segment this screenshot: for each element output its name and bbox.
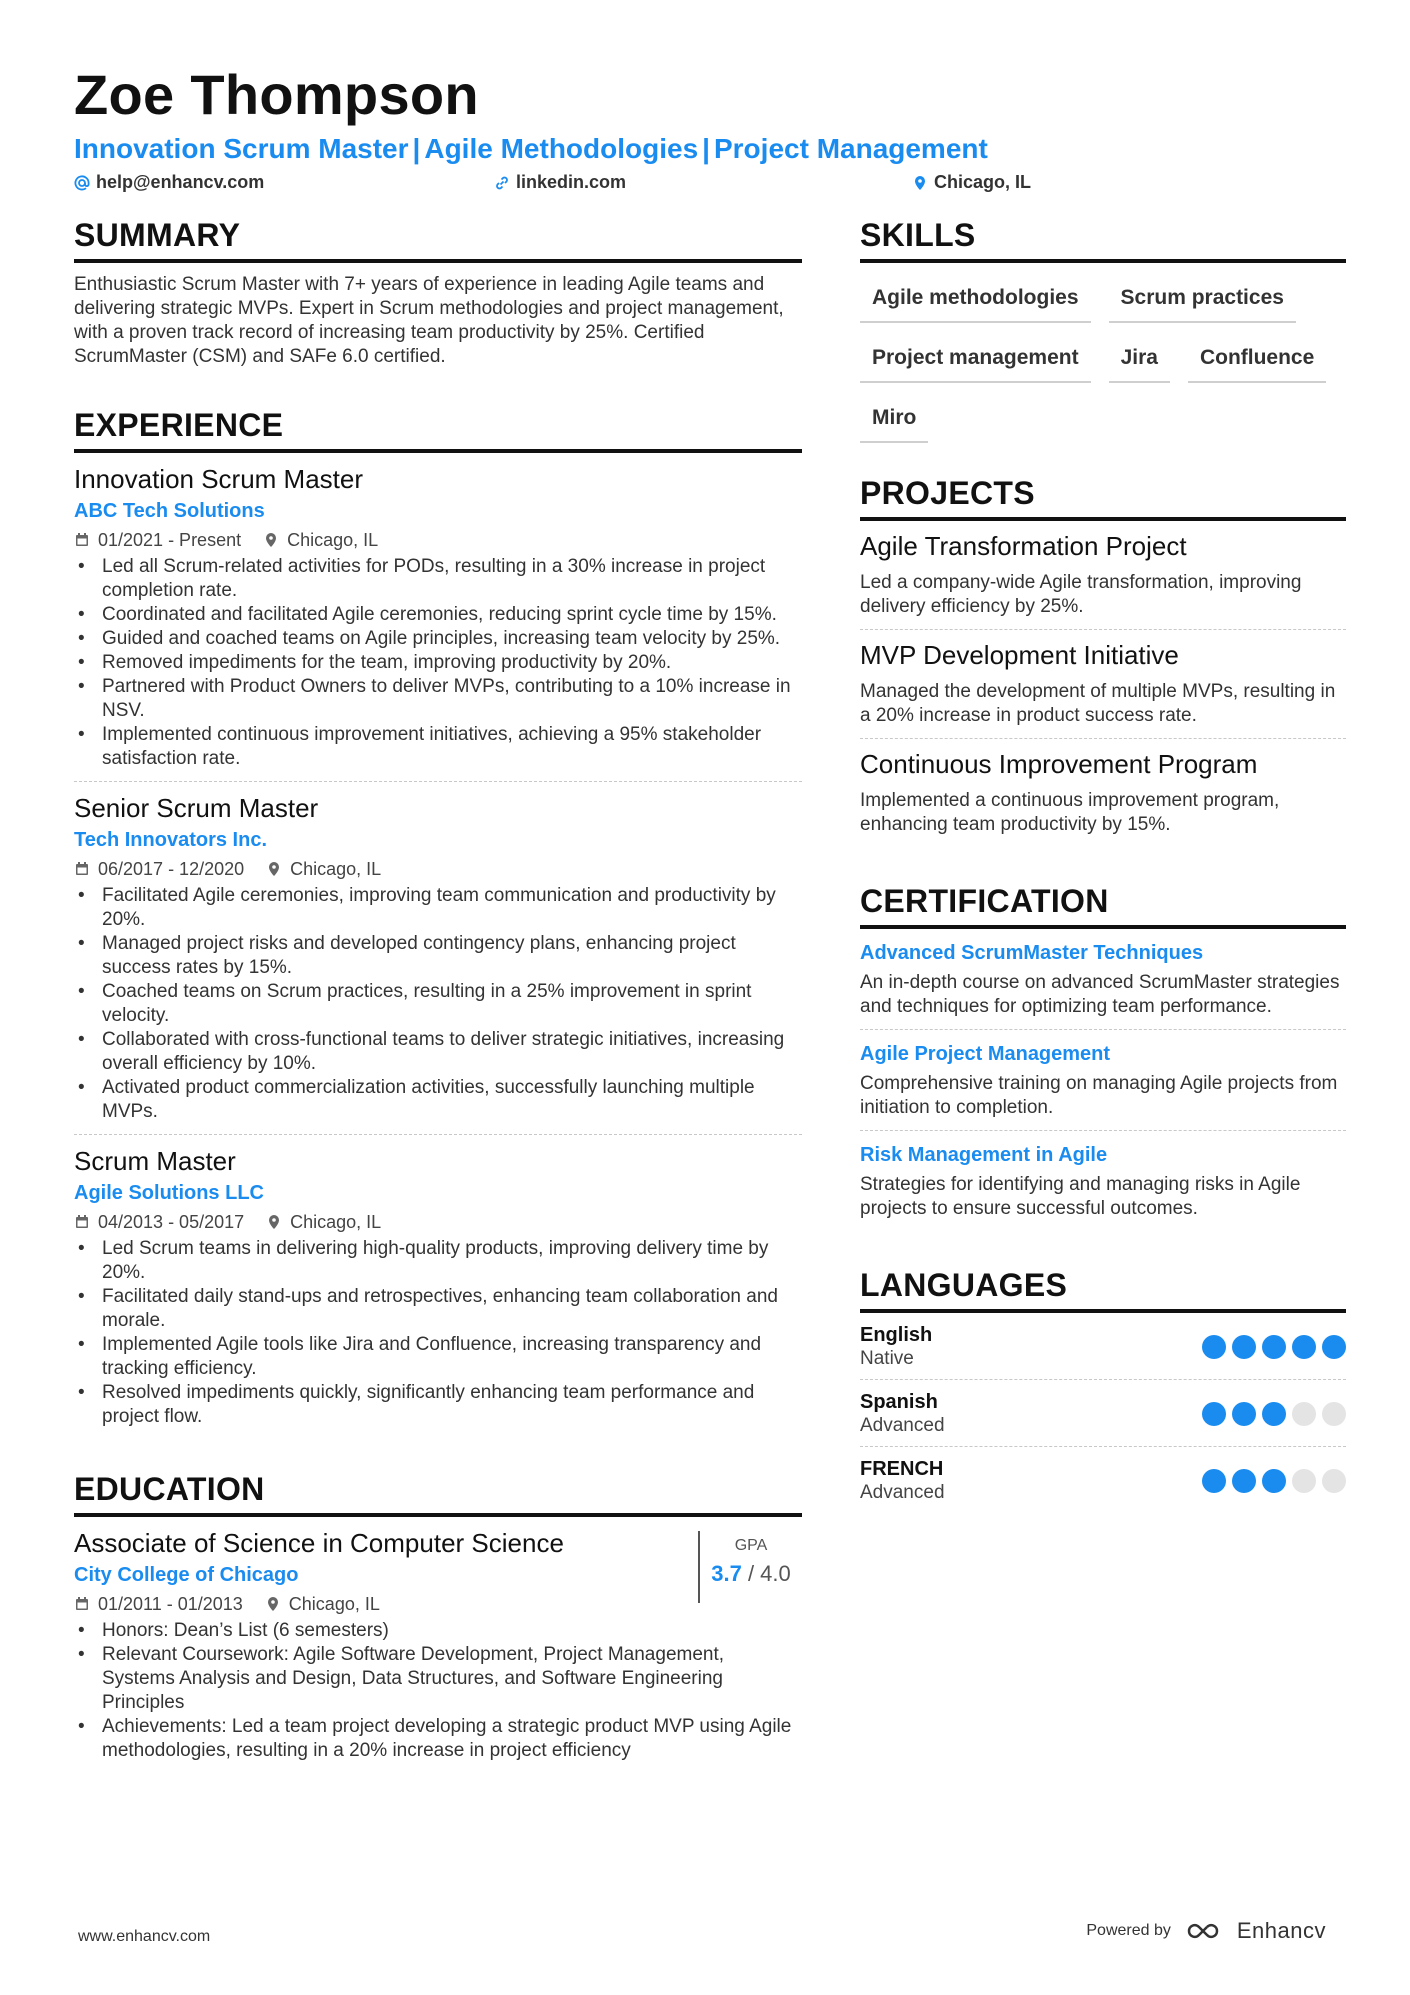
summary-section [74,215,802,369]
proficiency-dot-filled [1202,1469,1226,1493]
map-pin-icon [265,1596,281,1612]
bullet-item: • Implemented continuous improvement initiatives, achieving a 95% stakeholder satisfaction rate. [74,723,802,771]
headline-separator: | [702,133,710,164]
bullet-item: • Coordinated and facilitated Agile ceremonies, reducing sprint cycle time by 15%. [74,603,802,627]
bullet-item: • Led Scrum teams in delivering high-quality products, improving delivery time by 20%. [74,1237,802,1285]
skill-tag: Agile methodologies [860,277,1091,323]
certification-entry [860,1131,1346,1231]
language-entry [860,1380,1346,1447]
bullet-item: • Collaborated with cross-functional teams to deliver strategic initiatives, increasing overall efficiency by 10%. [74,1028,802,1076]
headline-focus: Project Management [713,133,988,164]
job-location: Chicago, IL [290,1212,382,1232]
bullet-item: • Partnered with Product Owners to deliver MVPs, contributing to a 10% increase in NSV. [74,675,802,723]
certification-description: Strategies for identifying and managing risks in Agile projects to ensure successful outcomes. [860,1174,1301,1219]
proficiency-dot-empty [1292,1469,1316,1493]
proficiency-dots [1202,1335,1346,1359]
proficiency-dot-empty [1292,1402,1316,1426]
gpa-box [698,1531,802,1603]
job-location: Chicago, IL [287,530,379,550]
job-title: Innovation Scrum Master [74,464,364,494]
candidate-name: Zoe Thompson [74,63,479,126]
proficiency-dot-filled [1262,1402,1286,1426]
right-column [860,215,1346,1549]
job-bullets [74,555,802,771]
job-dates: 04/2013 - 05/2017 [98,1212,245,1232]
proficiency-dot-filled [1202,1402,1226,1426]
link-icon [494,175,510,191]
proficiency-dot-filled [1232,1335,1256,1359]
language-level: Native [860,1348,914,1369]
education-bullets [74,1619,802,1763]
bullet-item: • Facilitated daily stand-ups and retrospectives, enhancing team collaboration and morale. [74,1285,802,1333]
skill-tag: Jira [1109,337,1170,383]
project-description: Managed the development of multiple MVPs, resulting in a 20% increase in product success rate. [860,681,1336,726]
calendar-icon [74,861,90,877]
certification-title: Risk Management in Agile [860,1144,1108,1166]
section-title: SUMMARY [74,215,802,263]
job-entry [74,1135,802,1439]
degree-title: Associate of Science in Computer Science [74,1528,564,1558]
project-title: Continuous Improvement Program [860,749,1258,779]
certification-entry [860,929,1346,1030]
proficiency-dot-filled [1322,1335,1346,1359]
bullet-item: • Coached teams on Scrum practices, resulting in a 25% improvement in sprint velocity. [74,980,802,1028]
job-bullets [74,1237,802,1429]
job-bullets [74,884,802,1124]
location-text: Chicago, IL [934,172,1032,192]
language-name: English [860,1324,933,1346]
headline-skill: Agile Methodologies [424,133,699,164]
section-title: EXPERIENCE [74,405,802,453]
proficiency-dot-filled [1262,1335,1286,1359]
job-dates: 06/2017 - 12/2020 [98,859,245,879]
headline-role: Innovation Scrum Master [74,133,409,164]
bullet-item: • Activated product commercialization activities, successfully launching multiple MVPs. [74,1076,802,1124]
left-column [74,215,802,1799]
calendar-icon [74,1214,90,1230]
powered-by-text: Powered by [1086,1922,1171,1939]
headline [74,130,1344,168]
job-entry [74,782,802,1135]
job-meta [74,856,802,882]
skills-list [860,277,1346,443]
project-entry [860,521,1346,630]
language-level: Advanced [860,1415,945,1436]
education-section [74,1469,802,1763]
contact-linkedin[interactable] [494,172,626,193]
company-name: ABC Tech Solutions [74,500,265,522]
bullet-item: • Facilitated Agile ceremonies, improving team communication and productivity by 20%. [74,884,802,932]
at-icon [74,175,90,191]
job-meta [74,1209,802,1235]
job-location: Chicago, IL [290,859,382,879]
section-title: PROJECTS [860,473,1346,521]
calendar-icon [74,532,90,548]
project-entry [860,630,1346,739]
gpa-value: 3.7 / 4.0 [711,1561,791,1586]
education-dates: 01/2011 - 01/2013 [98,1594,243,1614]
map-pin-icon [266,861,282,877]
language-name: Spanish [860,1391,938,1413]
bullet-item: • Implemented Agile tools like Jira and Confluence, increasing transparency and tracking efficiency. [74,1333,802,1381]
job-title: Senior Scrum Master [74,793,319,823]
job-dates: 01/2021 - Present [98,530,242,550]
school-name: City College of Chicago [74,1564,299,1586]
job-entry [74,453,802,782]
proficiency-dot-filled [1262,1469,1286,1493]
bullet-item: • Relevant Coursework: Agile Software Development, Project Management, Systems Analysis and Design, Data Structures, and Software Engineering Principles [74,1643,802,1715]
map-pin-icon [912,175,928,191]
skill-tag: Scrum practices [1109,277,1296,323]
proficiency-dot-filled [1292,1335,1316,1359]
skill-tag: Miro [860,397,928,443]
language-entry [860,1447,1346,1513]
skill-tag: Confluence [1188,337,1326,383]
gpa-score: 3.7 [711,1561,742,1586]
footer-website[interactable]: www.enhancv.com [78,1928,211,1945]
certification-description: Comprehensive training on managing Agile projects from initiation to completion. [860,1073,1338,1118]
certification-title: Advanced ScrumMaster Techniques [860,942,1204,964]
education-meta [74,1591,802,1617]
footer-branding [1086,1918,1326,1944]
bullet-item: • Guided and coached teams on Agile principles, increasing team velocity by 25%. [74,627,802,651]
contact-row [74,170,1344,198]
proficiency-dot-empty [1322,1469,1346,1493]
proficiency-dot-filled [1232,1402,1256,1426]
bullet-item: • Resolved impediments quickly, significantly enhancing team performance and project flow. [74,1381,802,1429]
section-title: EDUCATION [74,1469,802,1517]
bullet-item: • Led all Scrum-related activities for PODs, resulting in a 30% increase in project completion rate. [74,555,802,603]
proficiency-dot-empty [1322,1402,1346,1426]
gpa-label: GPA [734,1537,768,1554]
job-meta [74,527,802,553]
certification-section [860,881,1346,1231]
skill-tag: Project management [860,337,1091,383]
education-location: Chicago, IL [288,1594,380,1614]
brand-name: Enhancv [1236,1918,1326,1943]
language-entry [860,1313,1346,1380]
resume-header [74,62,1344,198]
experience-section [74,405,802,1439]
calendar-icon [74,1596,90,1612]
bullet-item: • Achievements: Led a team project developing a strategic product MVP using Agile methodologies, resulting in a 20% increase in project efficiency [74,1715,802,1763]
company-name: Agile Solutions LLC [74,1182,264,1204]
proficiency-dots [1202,1402,1346,1426]
project-description: Implemented a continuous improvement program, enhancing team productivity by 15%. [860,790,1280,835]
certification-description: An in-depth course on advanced ScrumMaster strategies and techniques for optimizing team performance. [860,972,1340,1017]
company-name: Tech Innovators Inc. [74,829,267,851]
bullet-item: • Removed impediments for the team, improving productivity by 20%. [74,651,802,675]
contact-email[interactable] [74,172,264,193]
section-title: CERTIFICATION [860,881,1346,929]
proficiency-dot-filled [1202,1335,1226,1359]
project-title: Agile Transformation Project [860,531,1187,561]
section-title: SKILLS [860,215,1346,263]
job-title: Scrum Master [74,1146,236,1176]
map-pin-icon [263,532,279,548]
brand-logo[interactable] [1185,1918,1326,1944]
linkedin-text: linkedin.com [516,172,627,192]
certification-title: Agile Project Management [860,1043,1111,1065]
language-level: Advanced [860,1482,945,1503]
headline-separator: | [412,133,421,164]
gpa-max: 4.0 [760,1561,791,1586]
education-entry [74,1517,802,1763]
proficiency-dots [1202,1469,1346,1493]
project-description: Led a company-wide Agile transformation, improving delivery efficiency by 25%. [860,572,1302,617]
summary-text: Enthusiastic Scrum Master with 7+ years of experience in leading Agile teams and delivering strategic MVPs. Expert in Scrum methodologies and project management, with a proven track record of increasing team productivity by 25%. Certified ScrumMaster (CSM) and SAFe 6.0 certified. [74,274,784,367]
project-entry [860,739,1346,847]
bullet-item: • Managed project risks and developed contingency plans, enhancing project success rates by 15%. [74,932,802,980]
language-name: FRENCH [860,1458,944,1480]
email-text: help@enhancv.com [96,172,265,192]
proficiency-dot-filled [1232,1469,1256,1493]
section-title: LANGUAGES [860,1265,1346,1313]
map-pin-icon [266,1214,282,1230]
projects-section [860,473,1346,847]
bullet-item: • Honors: Dean’s List (6 semesters) [74,1619,802,1643]
project-title: MVP Development Initiative [860,640,1179,670]
skills-section [860,215,1346,443]
certification-entry [860,1030,1346,1131]
languages-section [860,1265,1346,1513]
contact-location [912,172,1031,193]
enhancv-logo-icon [1185,1919,1229,1943]
